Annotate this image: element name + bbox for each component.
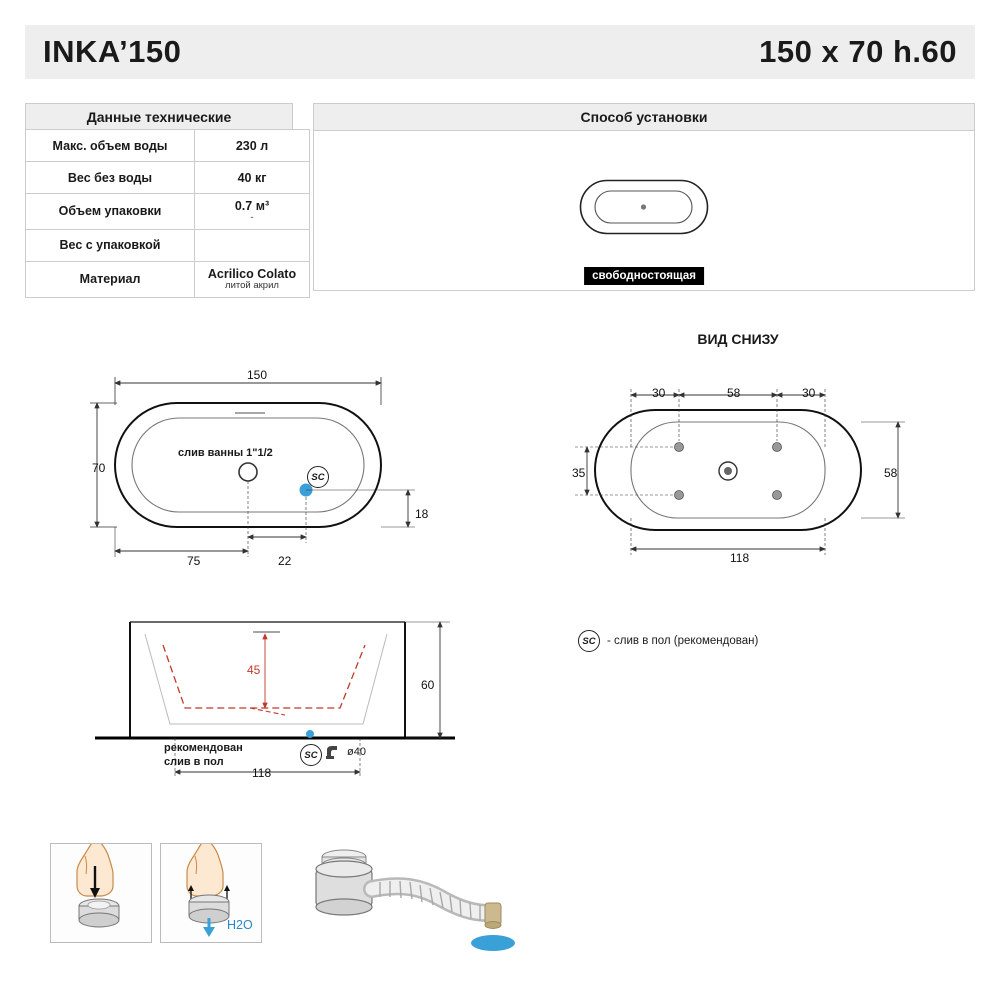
- page-header: [25, 25, 975, 79]
- row-label: Вес с упаковкой: [26, 229, 195, 261]
- footer-illustrations: [50, 843, 532, 953]
- drain-spec-label: слив ванны 1"1/2: [178, 447, 273, 459]
- top-view-dim75-label: 75: [187, 554, 201, 568]
- table-row: [26, 162, 310, 194]
- table-row: [26, 194, 310, 230]
- product-dimensions: 150 x 70 h.60: [759, 34, 957, 69]
- top-view-length-label: 150: [247, 368, 268, 382]
- section-base-width-label: 118: [252, 766, 272, 780]
- product-model: INKA’150: [43, 34, 182, 69]
- row-value-main: Acrilico Colato: [207, 266, 297, 281]
- row-value-sub: -: [250, 212, 254, 223]
- installation-method-block: [313, 103, 975, 291]
- table-row: [26, 130, 310, 162]
- table-row: [26, 229, 310, 261]
- siphon-icon: [324, 742, 346, 764]
- installation-method-title: Способ установки: [314, 104, 974, 131]
- technical-data-table: [25, 129, 310, 298]
- top-view-dim22-label: 22: [278, 554, 292, 568]
- legend-text: - слив в пол (рекомендован): [607, 635, 759, 647]
- freestanding-tub-icon: [579, 179, 709, 235]
- sc-badge-section-view: SC: [300, 744, 322, 766]
- bottom-view-title: ВИД СНИЗУ: [697, 331, 779, 347]
- installation-method-body: [314, 131, 974, 290]
- bottom-view-dim35-label: 35: [572, 466, 586, 480]
- hand-press-down-icon: [51, 844, 151, 942]
- row-value: [195, 229, 310, 261]
- bottom-view-dim30-left-label: 30: [652, 386, 666, 400]
- section-view-drawing: [75, 600, 475, 790]
- installation-type-badge: свободностоящая: [584, 267, 704, 285]
- photo-click-clack-close: [50, 843, 152, 943]
- h2o-label: H2O: [227, 918, 253, 932]
- row-value: 40 кг: [195, 162, 310, 194]
- technical-data-block: [25, 103, 297, 298]
- floor-drain-note: [164, 742, 243, 770]
- sc-badge-legend: SC: [578, 630, 600, 652]
- legend-row: [578, 630, 758, 652]
- bottom-view-dim118-label: 118: [730, 551, 750, 565]
- row-value: [195, 194, 310, 230]
- table-row: [26, 261, 310, 297]
- section-height-label: 60: [421, 678, 435, 692]
- row-label: Макс. объем воды: [26, 130, 195, 162]
- row-value: 230 л: [195, 130, 310, 162]
- bottom-view-dim58-right-label: 58: [884, 466, 898, 480]
- pipe-diameter-label: ø40: [347, 746, 366, 758]
- top-view-width-label: 70: [92, 461, 106, 475]
- floor-drain-note-line2: слив в пол: [164, 755, 224, 768]
- top-view-offset-label: 18: [415, 507, 429, 521]
- sc-badge-top-view: SC: [307, 466, 329, 488]
- section-inner-depth-label: 45: [247, 663, 261, 677]
- row-label: Объем упаковки: [26, 194, 195, 230]
- bottom-view-drawing: [565, 375, 925, 565]
- row-label: Вес без воды: [26, 162, 195, 194]
- bottom-view-dim30-right-label: 30: [802, 386, 816, 400]
- photo-click-clack-open: [160, 843, 262, 943]
- siphon-assembly-illustration: [302, 843, 532, 953]
- row-value: [195, 261, 310, 297]
- technical-data-title: Данные технические: [25, 103, 293, 129]
- row-value-main: 0.7 м³: [234, 199, 270, 213]
- top-view-drawing: [70, 355, 540, 585]
- bottom-view-dim58-top-label: 58: [727, 386, 741, 400]
- row-value-sub: литой акрил: [225, 279, 279, 291]
- row-label: Материал: [26, 261, 195, 297]
- floor-drain-note-line1: рекомендован: [164, 742, 243, 754]
